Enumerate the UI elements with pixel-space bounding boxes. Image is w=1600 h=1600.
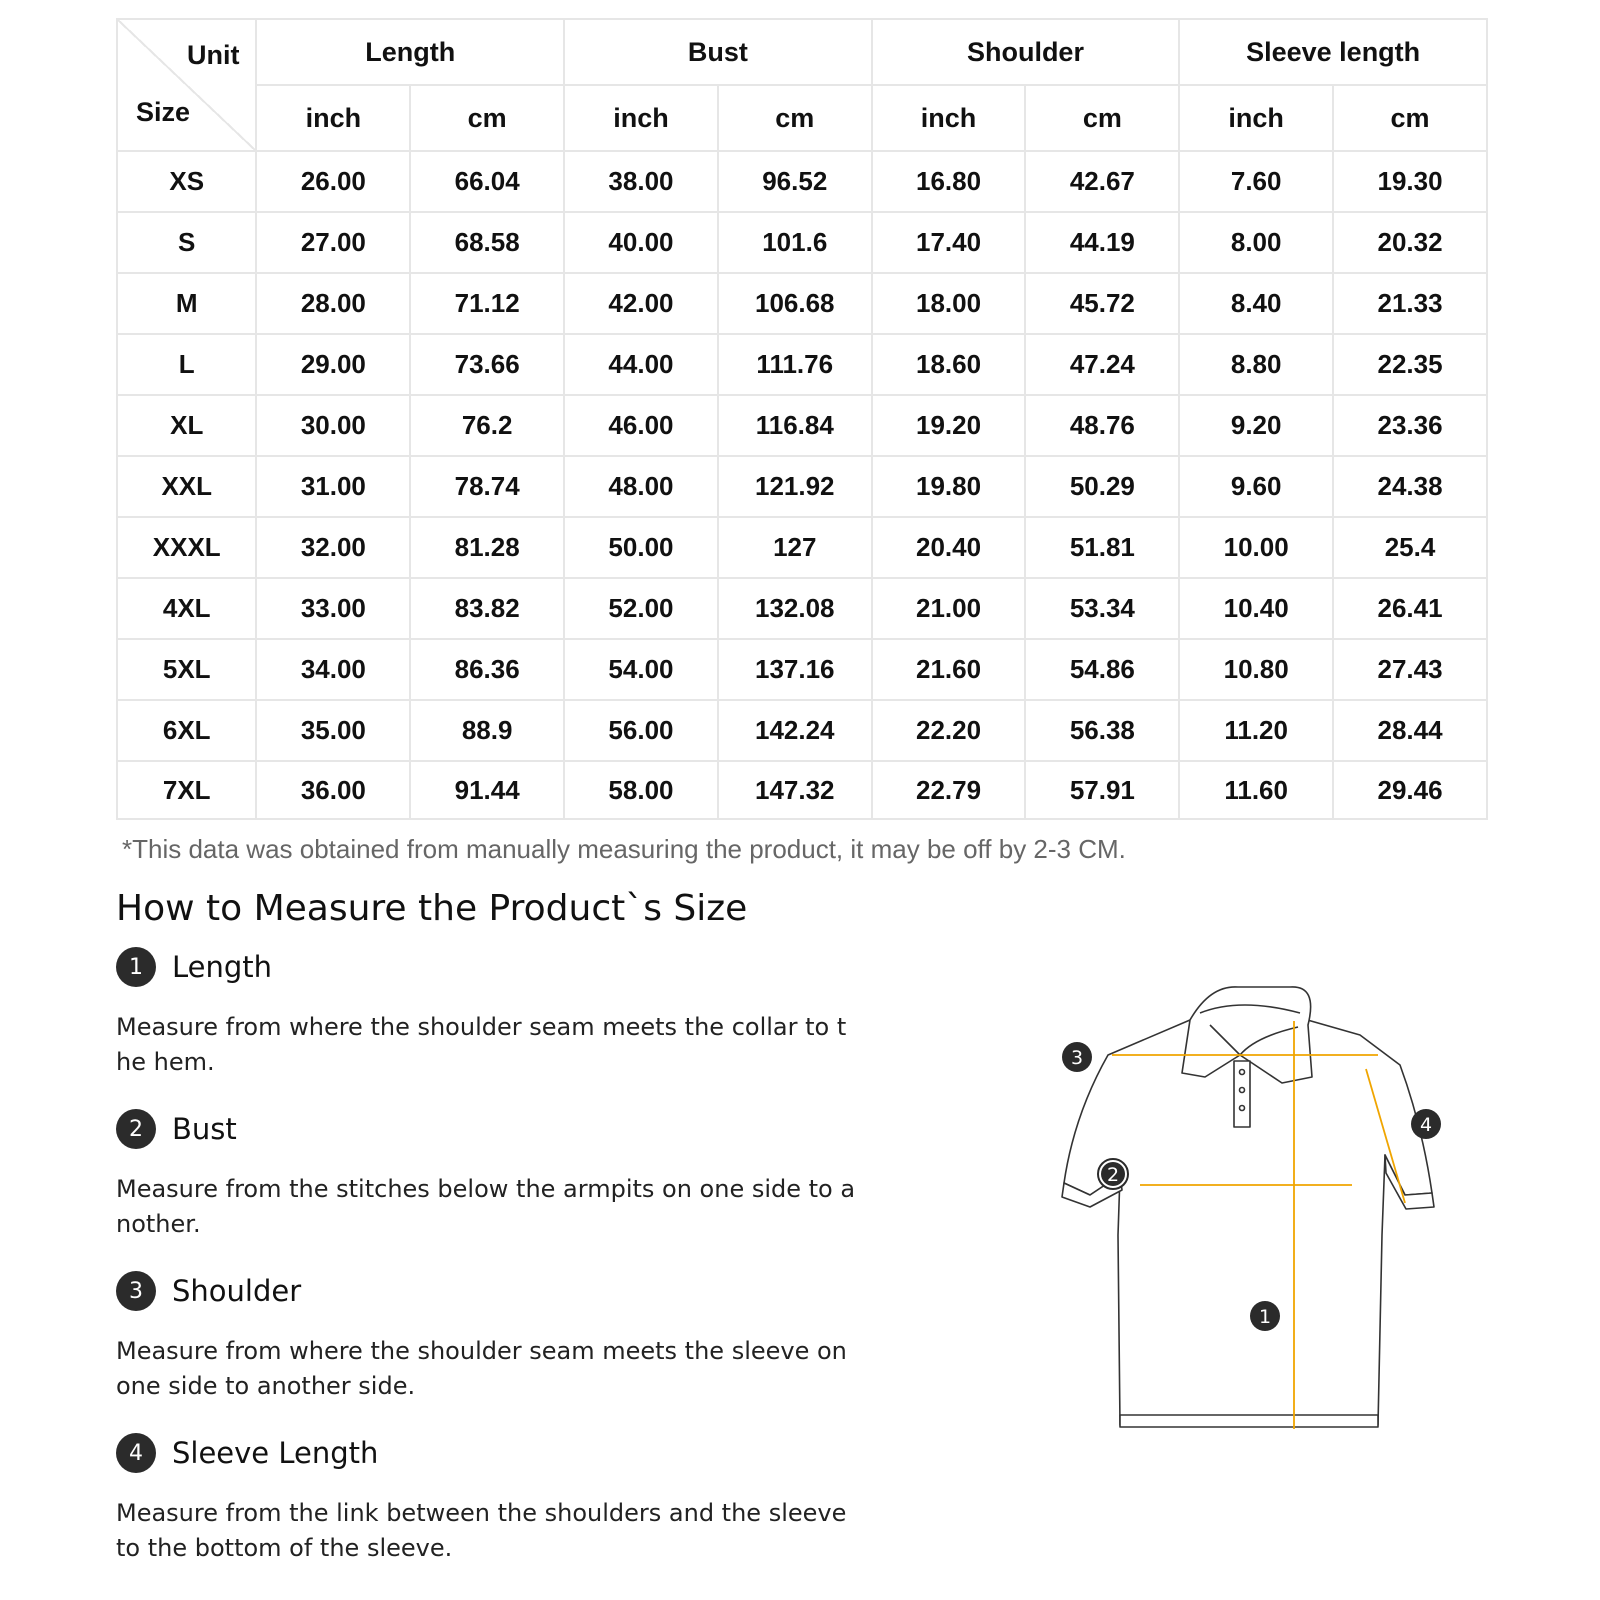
measurement-cell: 121.92 xyxy=(718,456,872,517)
svg-text:2: 2 xyxy=(1106,1164,1120,1186)
measurement-cell: 21.60 xyxy=(872,639,1026,700)
measurement-cell: 33.00 xyxy=(256,578,410,639)
step-description: Measure from the stitches below the armpits on one side to another. xyxy=(116,1175,856,1238)
diagram-marker-3 xyxy=(1062,1042,1092,1072)
measurement-cell: 20.32 xyxy=(1333,212,1487,273)
size-cell: L xyxy=(117,334,256,395)
measurement-cell: 32.00 xyxy=(256,517,410,578)
table-row xyxy=(117,456,1487,517)
measurement-cell: 73.66 xyxy=(410,334,564,395)
size-chart-table xyxy=(116,18,1488,820)
measurement-cell: 34.00 xyxy=(256,639,410,700)
measurement-cell: 20.40 xyxy=(872,517,1026,578)
measurement-cell: 10.80 xyxy=(1179,639,1333,700)
measurement-cell: 91.44 xyxy=(410,761,564,819)
measurement-cell: 35.00 xyxy=(256,700,410,761)
size-cell: XXL xyxy=(117,456,256,517)
corner-unit-label: Unit xyxy=(186,40,240,70)
measurement-cell: 18.00 xyxy=(872,273,1026,334)
table-row xyxy=(117,761,1487,819)
measurement-cell: 50.29 xyxy=(1025,456,1179,517)
measurement-cell: 42.67 xyxy=(1025,151,1179,212)
measurement-cell: 106.68 xyxy=(718,273,872,334)
measurement-cell: 26.00 xyxy=(256,151,410,212)
measurement-cell: 22.79 xyxy=(872,761,1026,819)
step-length xyxy=(116,946,856,1080)
diagram-marker-4 xyxy=(1411,1109,1441,1139)
unit-header: cm xyxy=(410,85,564,151)
size-cell: XXXL xyxy=(117,517,256,578)
measurement-cell: 81.28 xyxy=(410,517,564,578)
measurement-cell: 21.33 xyxy=(1333,273,1487,334)
measurement-cell: 44.19 xyxy=(1025,212,1179,273)
polo-shirt-measure-diagram xyxy=(1060,985,1460,1455)
unit-header: inch xyxy=(256,85,410,151)
measurement-cell: 36.00 xyxy=(256,761,410,819)
step-title: Bust xyxy=(172,1112,237,1146)
measurement-cell: 28.44 xyxy=(1333,700,1487,761)
measurement-cell: 58.00 xyxy=(564,761,718,819)
step-sleeve-length xyxy=(116,1432,856,1566)
section-title: How to Measure the Product`s Size xyxy=(116,888,748,929)
table-row xyxy=(117,395,1487,456)
measurement-cell: 68.58 xyxy=(410,212,564,273)
measurement-cell: 101.6 xyxy=(718,212,872,273)
measurement-cell: 76.2 xyxy=(410,395,564,456)
size-cell: 5XL xyxy=(117,639,256,700)
step-number-badge: 3 xyxy=(116,1271,156,1311)
table-row xyxy=(117,151,1487,212)
measurement-cell: 8.00 xyxy=(1179,212,1333,273)
measurement-cell: 44.00 xyxy=(564,334,718,395)
measurement-cell: 16.80 xyxy=(872,151,1026,212)
measurement-cell: 127 xyxy=(718,517,872,578)
step-bust xyxy=(116,1108,856,1242)
measurement-cell: 54.00 xyxy=(564,639,718,700)
measurement-note: *This data was obtained from manually measuring the product, it may be off by 2-3 CM. xyxy=(122,834,1126,864)
corner-size-label: Size xyxy=(136,97,191,127)
measurement-cell: 78.74 xyxy=(410,456,564,517)
measurement-cell: 19.80 xyxy=(872,456,1026,517)
measurement-cell: 53.34 xyxy=(1025,578,1179,639)
measurement-cell: 116.84 xyxy=(718,395,872,456)
measurement-cell: 31.00 xyxy=(256,456,410,517)
measurement-cell: 38.00 xyxy=(564,151,718,212)
measurement-cell: 147.32 xyxy=(718,761,872,819)
table-row xyxy=(117,578,1487,639)
measurement-cell: 27.43 xyxy=(1333,639,1487,700)
group-header-length: Length xyxy=(256,19,564,85)
size-cell: 7XL xyxy=(117,761,256,819)
measurement-cell: 19.30 xyxy=(1333,151,1487,212)
step-number-badge: 2 xyxy=(116,1109,156,1149)
measurement-cell: 57.91 xyxy=(1025,761,1179,819)
measurement-cell: 11.20 xyxy=(1179,700,1333,761)
polo-shirt-outline xyxy=(1062,987,1434,1427)
table-row xyxy=(117,212,1487,273)
measurement-cell: 137.16 xyxy=(718,639,872,700)
svg-text:1: 1 xyxy=(1258,1306,1272,1328)
size-cell: S xyxy=(117,212,256,273)
measurement-cell: 7.60 xyxy=(1179,151,1333,212)
measurement-cell: 88.9 xyxy=(410,700,564,761)
measurement-cell: 142.24 xyxy=(718,700,872,761)
svg-text:4: 4 xyxy=(1419,1114,1433,1136)
step-description: Measure from the link between the shoulders and the sleeve to the bottom of the sleeve. xyxy=(116,1499,847,1562)
step-number-badge: 4 xyxy=(116,1433,156,1473)
step-title: Length xyxy=(172,950,273,984)
measurement-cell: 30.00 xyxy=(256,395,410,456)
table-body xyxy=(117,151,1487,819)
size-cell: M xyxy=(117,273,256,334)
measurement-cell: 29.00 xyxy=(256,334,410,395)
measurement-cell: 56.00 xyxy=(564,700,718,761)
measurement-cell: 86.36 xyxy=(410,639,564,700)
measurement-cell: 51.81 xyxy=(1025,517,1179,578)
step-description: Measure from where the shoulder seam meets the collar to the hem. xyxy=(116,1013,847,1076)
unit-header: inch xyxy=(872,85,1026,151)
unit-header: cm xyxy=(718,85,872,151)
size-cell: XL xyxy=(117,395,256,456)
measurement-cell: 46.00 xyxy=(564,395,718,456)
measurement-cell: 48.76 xyxy=(1025,395,1179,456)
measurement-cell: 25.4 xyxy=(1333,517,1487,578)
measurement-cell: 54.86 xyxy=(1025,639,1179,700)
measurement-cell: 9.20 xyxy=(1179,395,1333,456)
measurement-cell: 56.38 xyxy=(1025,700,1179,761)
measurement-cell: 29.46 xyxy=(1333,761,1487,819)
table-row xyxy=(117,700,1487,761)
measurement-cell: 71.12 xyxy=(410,273,564,334)
group-header-sleeve-length: Sleeve length xyxy=(1179,19,1487,85)
measurement-cell: 8.40 xyxy=(1179,273,1333,334)
unit-header: cm xyxy=(1025,85,1179,151)
measurement-cell: 22.35 xyxy=(1333,334,1487,395)
measurement-cell: 10.40 xyxy=(1179,578,1333,639)
svg-text:3: 3 xyxy=(1070,1047,1084,1069)
measurement-cell: 48.00 xyxy=(564,456,718,517)
diagram-marker-1 xyxy=(1250,1301,1280,1331)
step-title: Sleeve Length xyxy=(172,1436,379,1470)
measurement-cell: 18.60 xyxy=(872,334,1026,395)
measurement-cell: 21.00 xyxy=(872,578,1026,639)
measurement-cell: 9.60 xyxy=(1179,456,1333,517)
measurement-cell: 8.80 xyxy=(1179,334,1333,395)
measurement-cell: 19.20 xyxy=(872,395,1026,456)
table-row xyxy=(117,334,1487,395)
step-shoulder xyxy=(116,1270,856,1404)
measurement-cell: 45.72 xyxy=(1025,273,1179,334)
unit-header: cm xyxy=(1333,85,1487,151)
measurement-cell: 50.00 xyxy=(564,517,718,578)
measurement-cell: 26.41 xyxy=(1333,578,1487,639)
measurement-cell: 40.00 xyxy=(564,212,718,273)
measurement-cell: 96.52 xyxy=(718,151,872,212)
measurement-cell: 28.00 xyxy=(256,273,410,334)
measurement-cell: 10.00 xyxy=(1179,517,1333,578)
measurement-cell: 11.60 xyxy=(1179,761,1333,819)
measurement-cell: 24.38 xyxy=(1333,456,1487,517)
measurement-cell: 23.36 xyxy=(1333,395,1487,456)
measurement-cell: 111.76 xyxy=(718,334,872,395)
measurement-cell: 66.04 xyxy=(410,151,564,212)
unit-header: inch xyxy=(1179,85,1333,151)
group-header-bust: Bust xyxy=(564,19,872,85)
measurement-cell: 22.20 xyxy=(872,700,1026,761)
measurement-cell: 27.00 xyxy=(256,212,410,273)
measurement-cell: 83.82 xyxy=(410,578,564,639)
table-row xyxy=(117,273,1487,334)
measurement-cell: 52.00 xyxy=(564,578,718,639)
measurement-cell: 132.08 xyxy=(718,578,872,639)
step-title: Shoulder xyxy=(172,1274,302,1308)
measurement-cell: 47.24 xyxy=(1025,334,1179,395)
table-row xyxy=(117,639,1487,700)
measurement-cell: 17.40 xyxy=(872,212,1026,273)
table-row xyxy=(117,517,1487,578)
group-header-shoulder: Shoulder xyxy=(872,19,1180,85)
size-cell: XS xyxy=(117,151,256,212)
size-cell: 4XL xyxy=(117,578,256,639)
size-cell: 6XL xyxy=(117,700,256,761)
step-number-badge: 1 xyxy=(116,947,156,987)
unit-header: inch xyxy=(564,85,718,151)
corner-header xyxy=(117,19,256,151)
diagram-marker-2 xyxy=(1098,1159,1128,1189)
measurement-cell: 42.00 xyxy=(564,273,718,334)
step-description: Measure from where the shoulder seam meets the sleeve on one side to another side. xyxy=(116,1337,847,1400)
